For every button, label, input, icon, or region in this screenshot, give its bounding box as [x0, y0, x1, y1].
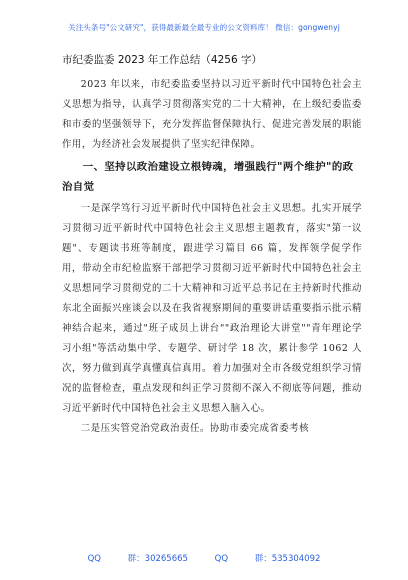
- bottom-banner: QQ 群：30265665 QQ 群：535304092: [87, 554, 321, 564]
- document-title: 市纪委监委 2023 年工作总结（4256 字）: [62, 54, 262, 66]
- document-page: [62, 52, 362, 439]
- section-heading-1: 一、坚持以政治建设立根铸魂，增强践行"两个维护"的政治自觉: [62, 161, 354, 193]
- paragraph-study: 一是深学笃行习近平新时代中国特色社会主义思想。扎实开展学习贯彻习近平新时代中国特色社会主义思想主题教育，落实"第一议题"、专题读书班等制度，跟进学习篇目 66 篇，发挥领学促学作用，带动全市纪检监察干部把学习贯彻习近平新时代中国特色社会主义思想同学习贯彻党的二十大精神和习近平总书记在主持新时代推动东北全面振兴座谈会以及在我省视察期间的重要讲话重要指示批示精神结合起来，通过"班子成员上讲台""政治理论大讲堂""青年理论学习小组"等活动集中学、专题学、研讨学 18 次，累计参学 1062 人次，努力做到真学真懂真信真用。着力加强对全市各级党组织学习情况的监督检查，重点发现和纠正学习贯彻不深入不彻底等问题，推动习近平新时代中国特色社会主义思想入脑入心。: [62, 203, 362, 414]
- top-banner: 关注头条号"公文研究"，获得最新最全最专业的公文资料库！ 微信：gongwenyj: [68, 23, 340, 32]
- paragraph-responsibility: 二是压实管党治党政治责任。协助市委完成省委考核: [80, 423, 310, 434]
- paragraph-intro: 2023 年以来，市纪委监委坚持以习近平新时代中国特色社会主义思想为指导，认真学习贯彻落实党的二十大精神，在上级纪委监委和市委的坚强领导下，充分发挥监督保障执行、促进完善发展的职能作用，为经济社会发展提供了坚实纪律保障。: [62, 79, 362, 150]
